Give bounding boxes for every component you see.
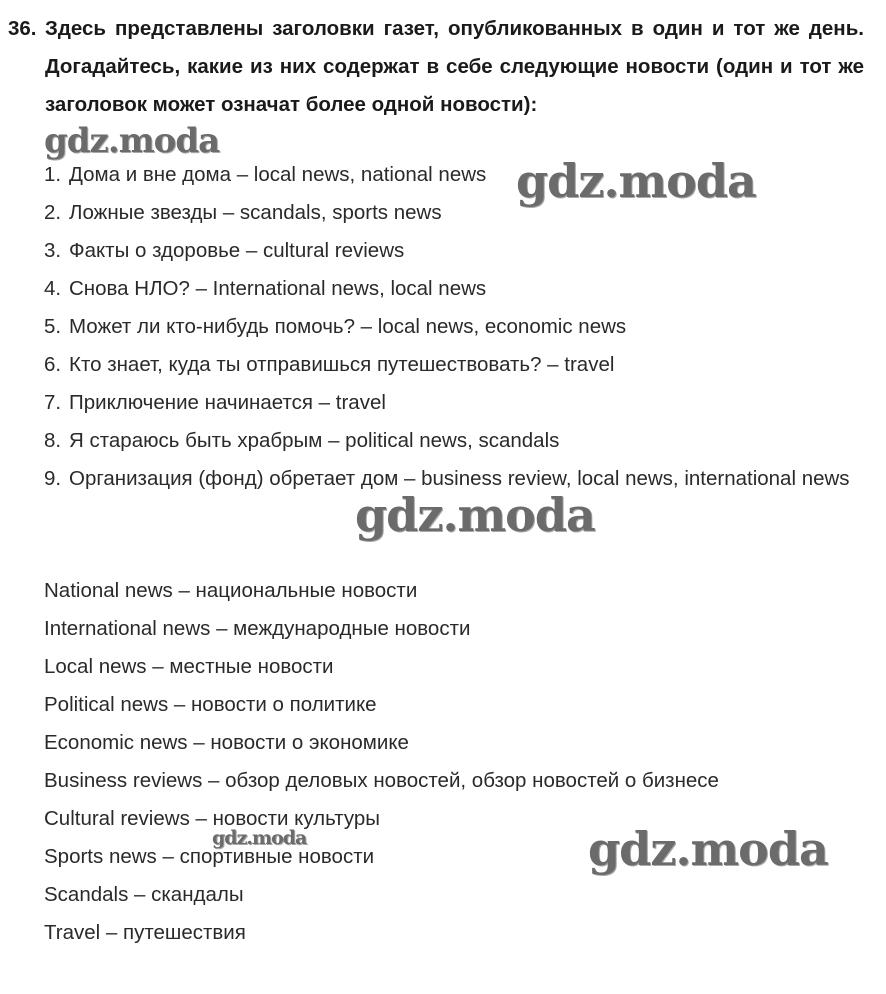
glossary-item: Cultural reviews – новости культуры — [44, 807, 380, 830]
item-number: 1. — [44, 163, 62, 186]
item-number: 2. — [44, 201, 62, 224]
item-number: 7. — [44, 391, 62, 414]
item-number: 9. — [44, 467, 62, 490]
task-number: 36. — [8, 17, 37, 40]
glossary-item: Local news – местные новости — [44, 655, 334, 678]
item-number: 8. — [44, 429, 62, 452]
item-text: Дома и вне дома – local news, national news — [69, 163, 487, 186]
list-item — [44, 346, 864, 384]
item-text: Может ли кто-нибудь помочь? – local news, economic news — [69, 315, 627, 338]
glossary-item: Scandals – скандалы — [44, 883, 244, 906]
glossary-item: Economic news – новости о экономике — [44, 731, 409, 754]
item-text: Кто знает, куда ты отправишься путешествовать? – travel — [69, 353, 615, 376]
list-item — [44, 422, 864, 460]
item-text: Ложные звезды – scandals, sports news — [69, 201, 442, 224]
glossary-item: Political news – новости о политике — [44, 693, 377, 716]
list-item — [44, 270, 864, 308]
watermark: gdz.moda — [516, 154, 756, 208]
item-number: 5. — [44, 315, 62, 338]
glossary-item: National news – национальные новости — [44, 579, 418, 602]
item-text: Приключение начинается – travel — [69, 391, 386, 414]
watermark: gdz.moda — [355, 488, 595, 542]
item-number: 4. — [44, 277, 62, 300]
list-item — [44, 232, 864, 270]
glossary-item: Travel – путешествия — [44, 921, 246, 944]
list-item — [44, 308, 864, 346]
watermark: gdz.moda — [44, 121, 220, 161]
task-block — [8, 10, 864, 124]
glossary-item: Sports news – спортивные новости — [44, 845, 375, 868]
item-text: Я стараюсь быть храбрым – political news, scandals — [69, 429, 560, 452]
item-text: Снова НЛО? – International news, local news — [69, 277, 487, 300]
glossary-item: Business reviews – обзор деловых новостей, обзор новостей о бизнесе — [44, 769, 719, 792]
glossary-list — [44, 572, 864, 952]
watermark: gdz.moda — [588, 822, 828, 876]
watermark: gdz.moda — [212, 827, 307, 849]
item-number: 3. — [44, 239, 62, 262]
item-number: 6. — [44, 353, 62, 376]
item-text: Организация (фонд) обретает дом – business review, local news, international news — [69, 467, 850, 490]
list-item — [44, 384, 864, 422]
task-instruction: Здесь представлены заголовки газет, опубликованных в один и тот же день. Догадайтесь, какие из них содержат в себе следующие новости (один и тот же заголовок может означат более одной новости): — [45, 17, 864, 116]
item-text: Факты о здоровье – cultural reviews — [69, 239, 405, 262]
glossary-item: International news – международные новости — [44, 617, 471, 640]
